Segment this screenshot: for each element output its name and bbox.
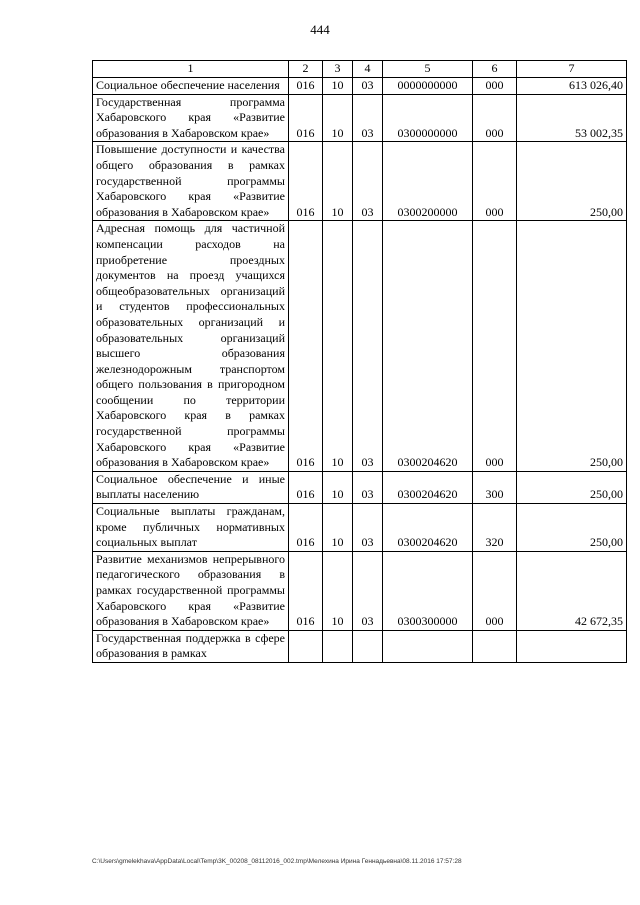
row-col6: 000: [473, 221, 517, 472]
row-col4: 03: [353, 471, 383, 503]
row-col5: 0000000000: [383, 78, 473, 95]
row-col2: 016: [289, 221, 323, 472]
row-col5: 0300204620: [383, 221, 473, 472]
row-col6: 000: [473, 94, 517, 142]
row-col5: 0300300000: [383, 551, 473, 630]
header-cell: 4: [353, 61, 383, 78]
header-cell: 5: [383, 61, 473, 78]
row-name: Государственная поддержка в сфере образования в рамках: [93, 630, 289, 662]
table-row: [93, 78, 627, 95]
row-col4: 03: [353, 94, 383, 142]
row-col5: [383, 630, 473, 662]
row-amount: 250,00: [517, 471, 627, 503]
row-amount: 250,00: [517, 504, 627, 552]
table-row: [93, 630, 627, 662]
row-col2: 016: [289, 78, 323, 95]
row-amount: 613 026,40: [517, 78, 627, 95]
table-row: [93, 551, 627, 630]
row-col6: 000: [473, 78, 517, 95]
row-col6: 000: [473, 551, 517, 630]
row-col6: 000: [473, 142, 517, 221]
header-cell: 7: [517, 61, 627, 78]
row-name: Повышение доступности и качества общего образования в рамках государственной программы Хабаровского края «Развитие образования в Хабаровском крае»: [93, 142, 289, 221]
row-col4: 03: [353, 142, 383, 221]
row-amount: 53 002,35: [517, 94, 627, 142]
row-col2: [289, 630, 323, 662]
row-col2: 016: [289, 142, 323, 221]
table-row: [93, 221, 627, 472]
header-cell: 2: [289, 61, 323, 78]
header-cell: 6: [473, 61, 517, 78]
row-amount: 42 672,35: [517, 551, 627, 630]
header-cell: 1: [93, 61, 289, 78]
row-col3: 10: [323, 504, 353, 552]
row-col3: 10: [323, 221, 353, 472]
header-cell: 3: [323, 61, 353, 78]
row-col2: 016: [289, 471, 323, 503]
table-row: [93, 504, 627, 552]
row-col4: 03: [353, 221, 383, 472]
row-name: Социальное обеспечение населения: [93, 78, 289, 95]
row-amount: 250,00: [517, 142, 627, 221]
row-amount: [517, 630, 627, 662]
row-col4: 03: [353, 551, 383, 630]
table-row: [93, 471, 627, 503]
row-col6: 300: [473, 471, 517, 503]
footer-path: C:\Users\gmelekhava\AppData\Local\Temp\3K_00208_08112016_002.tmp\Мелехина Ирина Геннадьевна\08.11.2016 17:57:28: [92, 858, 462, 865]
row-col4: 03: [353, 504, 383, 552]
row-col2: 016: [289, 504, 323, 552]
row-col5: 0300204620: [383, 471, 473, 503]
table-row: [93, 94, 627, 142]
row-col4: 03: [353, 78, 383, 95]
row-name: Социальное обеспечение и иные выплаты населению: [93, 471, 289, 503]
budget-table: [92, 60, 627, 663]
row-col3: 10: [323, 94, 353, 142]
table-row: [93, 142, 627, 221]
row-col4: [353, 630, 383, 662]
row-col3: [323, 630, 353, 662]
header-row: [93, 61, 627, 78]
row-col3: 10: [323, 78, 353, 95]
row-col6: 320: [473, 504, 517, 552]
row-name: Социальные выплаты гражданам, кроме публичных нормативных социальных выплат: [93, 504, 289, 552]
row-col3: 10: [323, 142, 353, 221]
row-col6: [473, 630, 517, 662]
row-col2: 016: [289, 94, 323, 142]
row-col3: 10: [323, 471, 353, 503]
row-col3: 10: [323, 551, 353, 630]
row-name: Адресная помощь для частичной компенсации расходов на приобретение проездных документов на проезд учащихся общеобразовательных организаций и студентов профессиональных образовательных организаций и образовательных организаций высшего образования железнодорожным транспортом общего пользования в пригородном сообщении по территории Хабаровского края в рамках государственной программы Хабаровского края «Развитие образования в Хабаровском крае»: [93, 221, 289, 472]
row-col5: 0300000000: [383, 94, 473, 142]
row-col5: 0300204620: [383, 504, 473, 552]
row-name: Государственная программа Хабаровского края «Развитие образования в Хабаровском крае»: [93, 94, 289, 142]
page-number: 444: [310, 22, 330, 37]
row-amount: 250,00: [517, 221, 627, 472]
row-name: Развитие механизмов непрерывного педагогического образования в рамках государственной программы Хабаровского края «Развитие образования в Хабаровском крае»: [93, 551, 289, 630]
row-col5: 0300200000: [383, 142, 473, 221]
row-col2: 016: [289, 551, 323, 630]
